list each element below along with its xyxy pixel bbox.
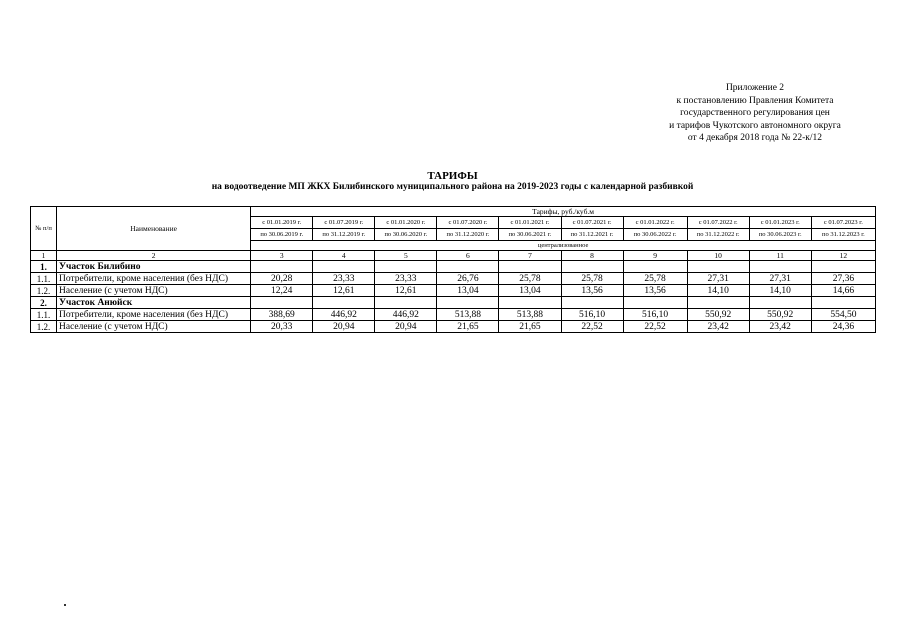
empty-cell: [313, 297, 375, 309]
section-title: Участок Анюйск: [57, 297, 251, 309]
header-row-group: [31, 207, 876, 217]
period-to: по 30.06.2023 г.: [749, 229, 811, 241]
tariff-table-body: [31, 207, 876, 333]
period-to: по 30.06.2020 г.: [375, 229, 437, 241]
tariff-value: 550,92: [687, 309, 749, 321]
row-number: 1.1.: [31, 309, 57, 321]
period-to: по 31.12.2023 г.: [811, 229, 875, 241]
period-from: с 01.07.2021 г.: [561, 217, 623, 229]
tariff-value: 23,42: [687, 321, 749, 333]
tariff-value: 14,66: [811, 285, 875, 297]
section-row: [31, 297, 876, 309]
tariff-value: 13,56: [623, 285, 687, 297]
appendix-block: [645, 82, 865, 145]
tariff-value: 13,04: [499, 285, 561, 297]
empty-cell: [499, 297, 561, 309]
tariff-value: 13,56: [561, 285, 623, 297]
empty-cell: [313, 261, 375, 273]
row-number: 1.2.: [31, 285, 57, 297]
period-from: с 01.01.2023 г.: [749, 217, 811, 229]
column-number: 11: [749, 251, 811, 261]
period-from: с 01.01.2020 г.: [375, 217, 437, 229]
tariff-value: 554,50: [811, 309, 875, 321]
tariff-value: 23,33: [375, 273, 437, 285]
tariff-value: 25,78: [561, 273, 623, 285]
row-name: Население (с учетом НДС): [57, 321, 251, 333]
tariff-value: 27,31: [687, 273, 749, 285]
row-name: Потребители, кроме населения (без НДС): [57, 309, 251, 321]
column-number: 12: [811, 251, 875, 261]
period-to: по 30.06.2019 г.: [251, 229, 313, 241]
column-number: 8: [561, 251, 623, 261]
period-from: с 01.07.2023 г.: [811, 217, 875, 229]
empty-cell: [251, 261, 313, 273]
empty-cell: [561, 297, 623, 309]
tariff-value: 12,61: [375, 285, 437, 297]
period-to: по 30.06.2021 г.: [499, 229, 561, 241]
empty-cell: [811, 297, 875, 309]
empty-cell: [749, 261, 811, 273]
appendix-line: к постановлению Правления Комитета: [676, 95, 834, 106]
period-from: с 01.07.2019 г.: [313, 217, 375, 229]
tariff-value: 23,42: [749, 321, 811, 333]
empty-cell: [437, 261, 499, 273]
table-row: [31, 285, 876, 297]
tariff-value: 25,78: [623, 273, 687, 285]
column-number-row: [31, 251, 876, 261]
empty-cell: [811, 261, 875, 273]
period-from: с 01.07.2020 г.: [437, 217, 499, 229]
column-number: 5: [375, 251, 437, 261]
tariff-value: 24,36: [811, 321, 875, 333]
appendix-line: государственного регулирования цен: [680, 108, 830, 118]
empty-cell: [623, 261, 687, 273]
tariff-value: 12,61: [313, 285, 375, 297]
tariff-value: 388,69: [251, 309, 313, 321]
empty-cell: [687, 297, 749, 309]
column-number: 10: [687, 251, 749, 261]
empty-cell: [375, 297, 437, 309]
table-row: [31, 309, 876, 321]
appendix-line: и тарифов Чукотского автономного округа: [669, 120, 841, 131]
appendix-line: от 4 декабря 2018 года № 22-к/12: [687, 133, 823, 143]
column-number: 6: [437, 251, 499, 261]
appendix-line: Приложение 2: [725, 83, 785, 93]
empty-cell: [561, 261, 623, 273]
tariff-value: 513,88: [437, 309, 499, 321]
tariff-table: [30, 206, 876, 333]
empty-cell: [375, 261, 437, 273]
tariff-value: 22,52: [623, 321, 687, 333]
tariff-value: 516,10: [623, 309, 687, 321]
empty-cell: [687, 261, 749, 273]
row-name: Потребители, кроме населения (без НДС): [57, 273, 251, 285]
tariff-value: 14,10: [687, 285, 749, 297]
document-title: ТАРИФЫ: [427, 170, 478, 182]
empty-cell: [251, 297, 313, 309]
period-to: по 31.12.2020 г.: [437, 229, 499, 241]
row-number: 1.2.: [31, 321, 57, 333]
header-subgroup: централизованное: [251, 241, 876, 251]
tariff-value: 13,04: [437, 285, 499, 297]
header-tariff-group: Тарифы, руб./куб.м: [251, 207, 876, 217]
tariff-value: 20,33: [251, 321, 313, 333]
empty-cell: [437, 297, 499, 309]
table-row: [31, 273, 876, 285]
empty-cell: [623, 297, 687, 309]
table-row: [31, 321, 876, 333]
section-number: 2.: [31, 297, 57, 309]
section-row: [31, 261, 876, 273]
tariff-value: 446,92: [375, 309, 437, 321]
period-from: с 01.01.2022 г.: [623, 217, 687, 229]
tariff-value: 14,10: [749, 285, 811, 297]
column-number: 9: [623, 251, 687, 261]
tariff-value: 25,78: [499, 273, 561, 285]
column-number: 7: [499, 251, 561, 261]
empty-cell: [749, 297, 811, 309]
section-title: Участок Билибино: [57, 261, 251, 273]
tariff-value: 26,76: [437, 273, 499, 285]
header-name: Наименование: [57, 207, 251, 251]
tariff-value: 21,65: [437, 321, 499, 333]
period-to: по 30.06.2022 г.: [623, 229, 687, 241]
period-from: с 01.01.2021 г.: [499, 217, 561, 229]
tariff-value: 20,94: [375, 321, 437, 333]
empty-cell: [499, 261, 561, 273]
column-number: 4: [313, 251, 375, 261]
period-to: по 31.12.2021 г.: [561, 229, 623, 241]
header-number: № п/п: [31, 207, 57, 251]
tariff-value: 20,28: [251, 273, 313, 285]
tariff-value: 516,10: [561, 309, 623, 321]
tariff-value: 27,36: [811, 273, 875, 285]
tariff-value: 550,92: [749, 309, 811, 321]
row-number: 1.1.: [31, 273, 57, 285]
scan-speck: [64, 604, 66, 606]
period-from: с 01.01.2019 г.: [251, 217, 313, 229]
tariff-value: 20,94: [313, 321, 375, 333]
tariff-value: 27,31: [749, 273, 811, 285]
section-number: 1.: [31, 261, 57, 273]
tariff-value: 23,33: [313, 273, 375, 285]
row-name: Население (с учетом НДС): [57, 285, 251, 297]
column-number: 1: [31, 251, 57, 261]
tariff-value: 12,24: [251, 285, 313, 297]
tariff-value: 513,88: [499, 309, 561, 321]
period-to: по 31.12.2022 г.: [687, 229, 749, 241]
document-subtitle: на водоотведение МП ЖКХ Билибинского муниципального района на 2019-2023 годы с календарной разбивкой: [211, 182, 694, 192]
tariff-value: 21,65: [499, 321, 561, 333]
period-to: по 31.12.2019 г.: [313, 229, 375, 241]
tariff-value: 22,52: [561, 321, 623, 333]
column-number: 3: [251, 251, 313, 261]
tariff-value: 446,92: [313, 309, 375, 321]
column-number: 2: [57, 251, 251, 261]
period-from: с 01.07.2022 г.: [687, 217, 749, 229]
